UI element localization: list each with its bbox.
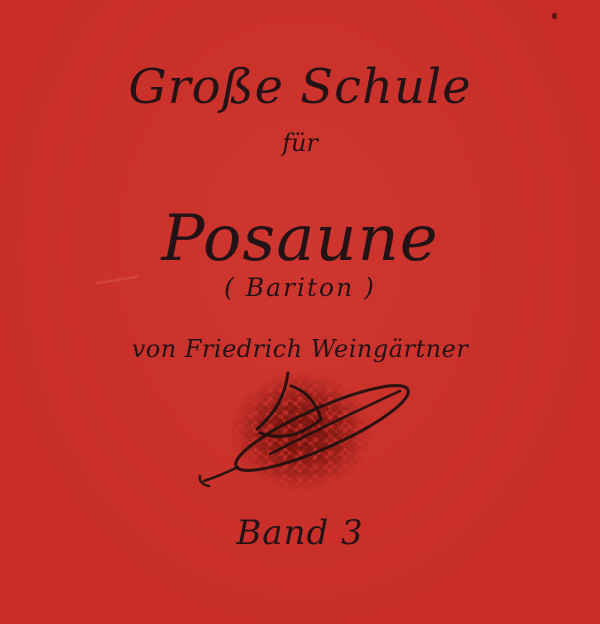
volume-text: Band 3 — [236, 513, 364, 553]
signature-flourish-icon — [196, 362, 421, 502]
instrument-text: Posaune — [161, 202, 439, 276]
preposition-text: für — [282, 129, 318, 157]
instrument-qualifier-text: ( Bariton ) — [224, 273, 376, 302]
author-line-text: von Friedrich Weingärtner — [131, 335, 469, 363]
title-text: Große Schule — [128, 59, 472, 115]
scan-speck — [552, 13, 557, 19]
